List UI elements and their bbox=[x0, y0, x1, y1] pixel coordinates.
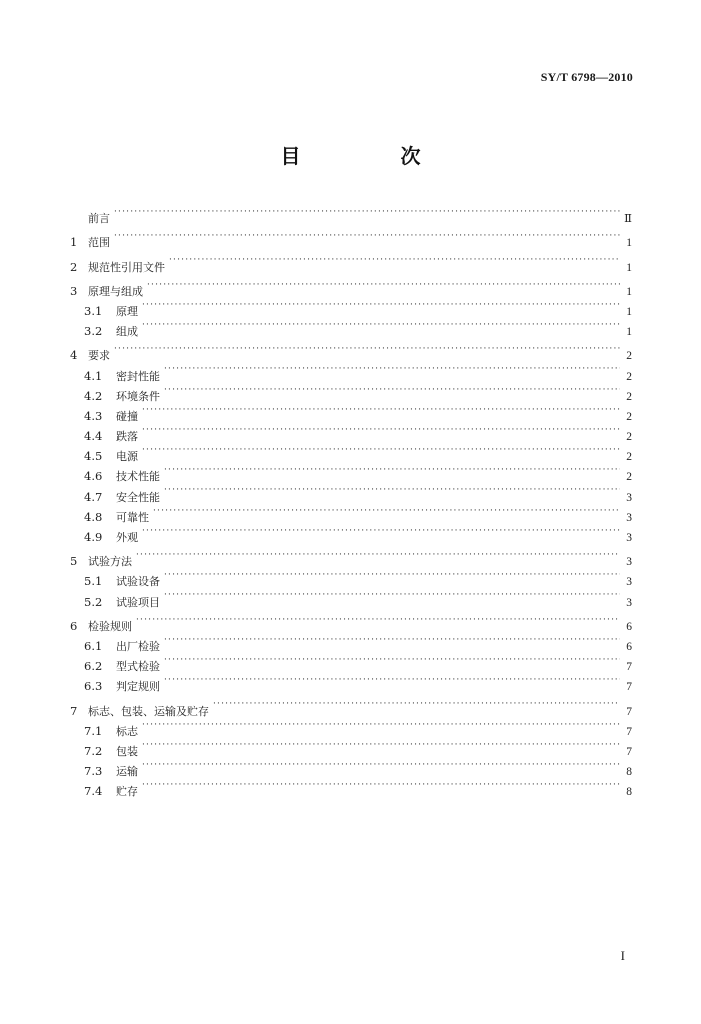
toc-entry[interactable] bbox=[70, 735, 632, 758]
standard-code: SY/T 6798—2010 bbox=[540, 70, 633, 84]
toc-entry[interactable] bbox=[70, 202, 632, 226]
toc-leader-dots bbox=[164, 460, 620, 480]
toc-entry[interactable] bbox=[70, 630, 632, 653]
toc-entry[interactable] bbox=[70, 545, 632, 569]
toc-leader-dots bbox=[164, 630, 620, 650]
toc-entry-page: 2 bbox=[626, 350, 632, 363]
toc-entry-number: 5.1 bbox=[84, 574, 103, 589]
toc-entry-label: 范围 bbox=[88, 236, 110, 250]
toc-leader-dots bbox=[142, 400, 620, 420]
toc-entry-label: 环境条件 bbox=[116, 389, 160, 403]
toc-entry-number: 4.7 bbox=[84, 489, 103, 504]
toc-leader-dots bbox=[164, 359, 620, 379]
toc-leader-dots bbox=[164, 480, 620, 500]
toc-entry-page: 8 bbox=[626, 786, 632, 799]
toc-leader-dots bbox=[142, 420, 620, 440]
toc-entry[interactable] bbox=[70, 460, 632, 484]
toc-entry-number: 6.2 bbox=[84, 659, 103, 674]
toc-entry[interactable] bbox=[70, 775, 632, 799]
toc-entry-label: 规范性引用文件 bbox=[88, 260, 165, 274]
toc-entry-page: 1 bbox=[626, 305, 632, 318]
toc-entry-label: 原理与组成 bbox=[88, 284, 143, 298]
toc-entry-number: 7.3 bbox=[84, 764, 103, 779]
toc-entry[interactable] bbox=[70, 521, 632, 544]
toc-entry[interactable] bbox=[70, 420, 632, 444]
toc-entry-label: 外观 bbox=[116, 531, 138, 544]
toc-entry-label: 出厂检验 bbox=[116, 639, 160, 653]
toc-entry-number: 3 bbox=[70, 283, 78, 298]
toc-entry-label: 技术性能 bbox=[116, 470, 160, 484]
toc-entry[interactable] bbox=[70, 275, 632, 298]
toc-entry-number: 4.3 bbox=[84, 408, 103, 423]
toc-entry-page: 2 bbox=[626, 410, 632, 423]
toc-entry-number: 4 bbox=[70, 348, 78, 363]
toc-entry-label: 检验规则 bbox=[88, 619, 132, 633]
toc-entry-label: 要求 bbox=[88, 349, 110, 363]
toc-entry-label: 密封性能 bbox=[116, 369, 160, 383]
toc-entry-page: 7 bbox=[626, 661, 632, 674]
toc-entry-page: 7 bbox=[626, 681, 632, 694]
toc-entry-page: 1 bbox=[626, 237, 632, 250]
toc-entry[interactable] bbox=[70, 339, 632, 363]
toc-entry-page: 6 bbox=[626, 620, 632, 633]
toc-entry-label: 试验项目 bbox=[116, 595, 160, 609]
toc-leader-dots bbox=[142, 521, 620, 541]
toc-entry-page: 1 bbox=[626, 261, 632, 274]
toc-entry-number: 6 bbox=[70, 618, 78, 633]
toc-entry-label: 跌落 bbox=[116, 430, 138, 444]
toc-entry-page: 8 bbox=[626, 766, 632, 779]
toc-entry[interactable] bbox=[70, 610, 632, 633]
toc-leader-dots bbox=[114, 226, 620, 246]
toc-entry-label: 电源 bbox=[116, 450, 138, 464]
toc-entry-label: 可靠性 bbox=[116, 510, 149, 524]
toc-leader-dots bbox=[213, 694, 620, 714]
toc-entry-number: 4.6 bbox=[84, 469, 103, 484]
toc-leader-dots bbox=[142, 755, 620, 775]
toc-entry-number: 4.8 bbox=[84, 509, 103, 524]
toc-entry-label: 组成 bbox=[116, 325, 138, 339]
toc-entry-page: 2 bbox=[626, 451, 632, 464]
toc-entry-number: 4.5 bbox=[84, 449, 103, 464]
toc-leader-dots bbox=[142, 775, 620, 795]
toc-entry-number: 3.1 bbox=[84, 303, 103, 318]
toc-entry-number: 7.1 bbox=[84, 723, 103, 738]
toc-entry-label: 试验设备 bbox=[116, 575, 160, 589]
toc-entry[interactable] bbox=[70, 565, 632, 589]
toc-entry-page: 3 bbox=[626, 511, 632, 524]
toc-entry-page: 7 bbox=[626, 705, 632, 718]
toc-entry-number: 7 bbox=[70, 703, 78, 718]
toc-entry-page: 2 bbox=[626, 471, 632, 484]
toc-entry-number: 4.2 bbox=[84, 388, 103, 403]
toc-entry-label: 运输 bbox=[116, 765, 138, 779]
toc-leader-dots bbox=[169, 250, 620, 270]
toc-entry[interactable] bbox=[70, 359, 632, 383]
toc-entry[interactable] bbox=[70, 715, 632, 738]
toc-leader-dots bbox=[136, 545, 620, 565]
toc-leader-dots bbox=[164, 565, 620, 585]
toc-entry-page: 3 bbox=[626, 556, 632, 569]
toc-entry-label: 前言 bbox=[88, 212, 110, 226]
toc-entry-label: 安全性能 bbox=[116, 490, 160, 504]
toc-entry-page: 2 bbox=[626, 370, 632, 383]
toc-entry[interactable] bbox=[70, 440, 632, 464]
toc-leader-dots bbox=[136, 610, 620, 630]
toc-entry-number: 4.1 bbox=[84, 368, 103, 383]
toc-entry-label: 原理 bbox=[116, 304, 138, 318]
toc-entry-label: 碰撞 bbox=[116, 409, 138, 423]
toc-entry-number: 3.2 bbox=[84, 324, 103, 339]
table-of-contents bbox=[70, 202, 632, 799]
toc-leader-dots bbox=[142, 295, 620, 315]
toc-entry[interactable] bbox=[70, 315, 632, 339]
toc-entry[interactable] bbox=[70, 501, 632, 524]
toc-leader-dots bbox=[142, 735, 620, 755]
toc-leader-dots bbox=[142, 315, 620, 335]
toc-entry-label: 标志、包装、运输及贮存 bbox=[88, 704, 209, 718]
toc-entry-page: 3 bbox=[626, 576, 632, 589]
toc-entry-number: 6.3 bbox=[84, 679, 103, 694]
toc-leader-dots bbox=[114, 339, 620, 359]
toc-entry-number: 5.2 bbox=[84, 594, 103, 609]
toc-entry-page: 3 bbox=[626, 491, 632, 504]
toc-entry-label: 判定规则 bbox=[116, 680, 160, 694]
toc-entry-number: 2 bbox=[70, 259, 78, 274]
toc-entry-page: 2 bbox=[626, 431, 632, 444]
toc-entry-number: 4.4 bbox=[84, 429, 103, 444]
toc-entry-label: 贮存 bbox=[116, 785, 138, 799]
toc-entry-label: 标志 bbox=[116, 724, 138, 738]
toc-leader-dots bbox=[142, 715, 620, 735]
toc-leader-dots bbox=[114, 202, 620, 222]
toc-entry-number: 1 bbox=[70, 235, 78, 250]
toc-leader-dots bbox=[164, 380, 620, 400]
toc-entry-page: 6 bbox=[626, 640, 632, 653]
toc-leader-dots bbox=[164, 650, 620, 670]
toc-entry-page: 3 bbox=[626, 596, 632, 609]
toc-entry-page: 2 bbox=[626, 390, 632, 403]
toc-title: 目 次 bbox=[280, 144, 461, 168]
toc-entry-number: 5 bbox=[70, 554, 78, 569]
toc-entry-label: 试验方法 bbox=[88, 555, 132, 569]
page-number: I bbox=[620, 948, 625, 963]
toc-entry-page: Ⅱ bbox=[624, 213, 632, 226]
toc-entry-page: 1 bbox=[626, 326, 632, 339]
toc-entry-number: 7.2 bbox=[84, 743, 103, 758]
toc-entry-label: 型式检验 bbox=[116, 660, 160, 674]
toc-entry-page: 3 bbox=[626, 532, 632, 544]
toc-entry-number: 4.9 bbox=[84, 530, 103, 544]
toc-entry-page: 7 bbox=[626, 725, 632, 738]
toc-entry-page: 7 bbox=[626, 745, 632, 758]
toc-entry-page: 1 bbox=[626, 285, 632, 298]
toc-entry[interactable] bbox=[70, 226, 632, 250]
toc-leader-dots bbox=[147, 275, 620, 295]
toc-entry[interactable] bbox=[70, 295, 632, 318]
toc-leader-dots bbox=[164, 585, 620, 605]
toc-leader-dots bbox=[153, 501, 620, 521]
toc-entry[interactable] bbox=[70, 400, 632, 423]
toc-entry[interactable] bbox=[70, 250, 632, 274]
toc-entry[interactable] bbox=[70, 755, 632, 779]
toc-leader-dots bbox=[164, 670, 620, 690]
toc-entry-number: 6.1 bbox=[84, 638, 103, 653]
toc-leader-dots bbox=[142, 440, 620, 460]
toc-entry-number: 7.4 bbox=[84, 784, 103, 799]
toc-entry-label: 包装 bbox=[116, 744, 138, 758]
